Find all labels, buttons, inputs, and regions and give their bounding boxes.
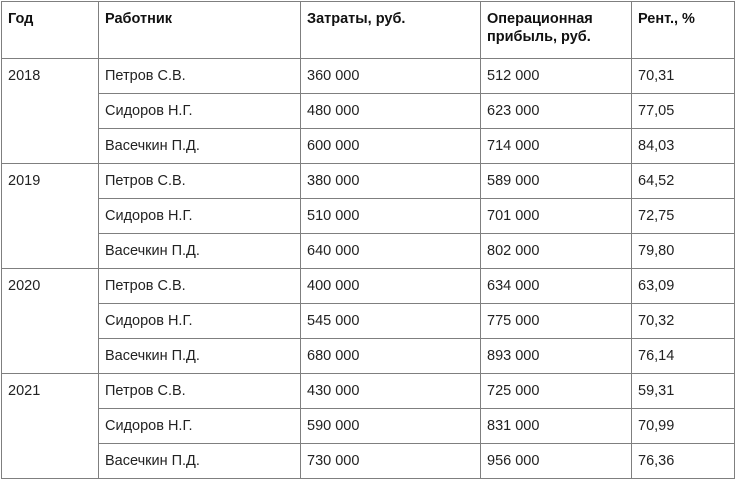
profitability-cell: 59,31 [632,374,735,409]
table-row [2,234,735,269]
costs-cell: 380 000 [301,164,481,199]
profit-cell: 831 000 [481,409,632,444]
profit-cell: 956 000 [481,444,632,479]
worker-cell: Сидоров Н.Г. [99,304,301,339]
costs-cell: 360 000 [301,59,481,94]
worker-cell: Васечкин П.Д. [99,339,301,374]
worker-cell: Сидоров Н.Г. [99,199,301,234]
worker-cell: Петров С.В. [99,374,301,409]
worker-cell: Сидоров Н.Г. [99,409,301,444]
table-row [2,199,735,234]
costs-cell: 480 000 [301,94,481,129]
header-profit: Операционная прибыль, руб. [481,2,632,59]
profitability-cell: 77,05 [632,94,735,129]
worker-cell: Сидоров Н.Г. [99,94,301,129]
profitability-cell: 70,99 [632,409,735,444]
costs-cell: 430 000 [301,374,481,409]
profit-cell: 623 000 [481,94,632,129]
table-row [2,59,735,94]
profit-cell: 512 000 [481,59,632,94]
costs-cell: 510 000 [301,199,481,234]
profitability-cell: 84,03 [632,129,735,164]
worker-cell: Васечкин П.Д. [99,129,301,164]
worker-cell: Петров С.В. [99,59,301,94]
table-body [2,59,735,479]
costs-cell: 590 000 [301,409,481,444]
profitability-cell: 79,80 [632,234,735,269]
table-row [2,444,735,479]
table-row [2,164,735,199]
table-row [2,339,735,374]
profitability-cell: 76,14 [632,339,735,374]
profitability-cell: 72,75 [632,199,735,234]
profit-cell: 775 000 [481,304,632,339]
year-cell: 2018 [2,59,99,164]
profit-cell: 634 000 [481,269,632,304]
header-worker: Работник [99,2,301,59]
costs-cell: 640 000 [301,234,481,269]
profitability-cell: 70,32 [632,304,735,339]
profitability-cell: 70,31 [632,59,735,94]
worker-cell: Петров С.В. [99,269,301,304]
table-row [2,304,735,339]
profit-cell: 714 000 [481,129,632,164]
table-row [2,269,735,304]
profit-cell: 725 000 [481,374,632,409]
header-row [2,2,735,59]
costs-cell: 400 000 [301,269,481,304]
profit-cell: 802 000 [481,234,632,269]
year-cell: 2021 [2,374,99,479]
profitability-cell: 76,36 [632,444,735,479]
costs-cell: 545 000 [301,304,481,339]
profitability-table [1,1,735,479]
profitability-cell: 64,52 [632,164,735,199]
header-costs: Затраты, руб. [301,2,481,59]
header-year: Год [2,2,99,59]
profit-cell: 589 000 [481,164,632,199]
profit-cell: 893 000 [481,339,632,374]
profit-cell: 701 000 [481,199,632,234]
table-row [2,129,735,164]
worker-cell: Васечкин П.Д. [99,444,301,479]
table-row [2,94,735,129]
table-row [2,409,735,444]
worker-cell: Петров С.В. [99,164,301,199]
profitability-cell: 63,09 [632,269,735,304]
year-cell: 2020 [2,269,99,374]
table-header [2,2,735,59]
header-profitability: Рент., % [632,2,735,59]
year-cell: 2019 [2,164,99,269]
costs-cell: 730 000 [301,444,481,479]
costs-cell: 680 000 [301,339,481,374]
costs-cell: 600 000 [301,129,481,164]
table-row [2,374,735,409]
worker-cell: Васечкин П.Д. [99,234,301,269]
